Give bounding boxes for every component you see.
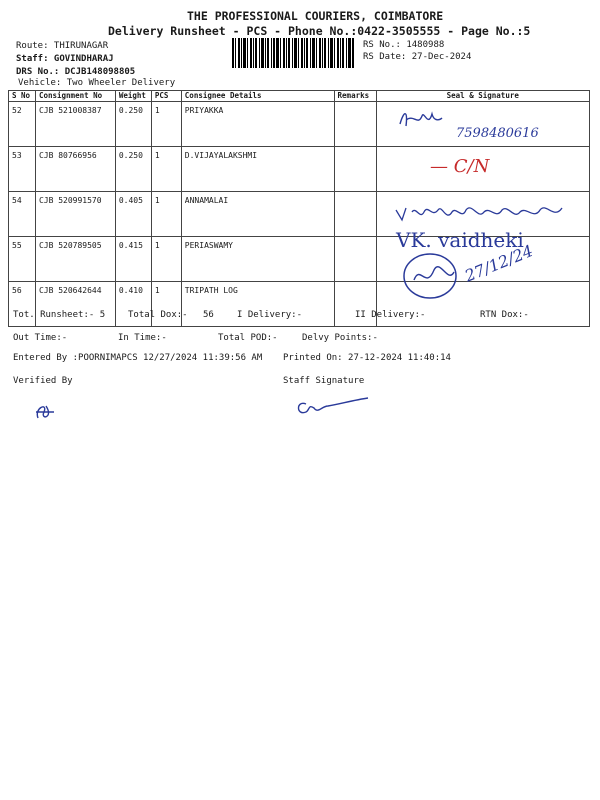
cell-pcs: 1 bbox=[151, 192, 181, 237]
staff-signature-icon bbox=[294, 394, 370, 420]
cell-weight: 0.250 bbox=[115, 147, 151, 192]
ii-delivery: II Delivery:- bbox=[355, 310, 426, 320]
cell-weight: 0.250 bbox=[115, 102, 151, 147]
cell-consignee: ANNAMALAI bbox=[181, 192, 334, 237]
delivery-points: Delvy Points:- bbox=[302, 333, 378, 343]
staff-signature-label: Staff Signature bbox=[283, 376, 365, 386]
dash-mark: — bbox=[430, 156, 454, 177]
cell-remarks bbox=[334, 237, 376, 282]
signature-script-icon bbox=[394, 198, 566, 226]
cell-consignment: CJB 520789505 bbox=[35, 237, 115, 282]
cell-consignment: CJB 520642644 bbox=[35, 282, 115, 327]
signature-cn bbox=[430, 156, 489, 177]
cell-remarks bbox=[334, 102, 376, 147]
header-remarks: Remarks bbox=[334, 91, 376, 102]
cell-weight: 0.405 bbox=[115, 192, 151, 237]
total-pod: Total POD:- bbox=[218, 333, 278, 343]
header-weight: Weight bbox=[115, 91, 151, 102]
cell-sno: 53 bbox=[9, 147, 36, 192]
runsheet-subtitle: Delivery Runsheet - PCS - Phone No.:0422-3505555 - Page No.:5 bbox=[108, 24, 531, 38]
cell-consignment: CJB 521008387 bbox=[35, 102, 115, 147]
cn-text: C/N bbox=[453, 156, 490, 177]
header-consignment: Consignment No bbox=[35, 91, 115, 102]
header-consignee: Consignee Details bbox=[181, 91, 334, 102]
total-runsheet: Tot. Runsheet:- 5 bbox=[13, 310, 106, 320]
signature-phone: 7598480616 bbox=[456, 126, 539, 141]
barcode-image bbox=[232, 38, 354, 68]
vehicle: Vehicle: Two Wheeler Delivery bbox=[18, 78, 176, 88]
cell-consignee: TRIPATH LOG bbox=[181, 282, 334, 327]
total-dox-label: Total Dox:- bbox=[128, 310, 188, 320]
verified-signature-icon bbox=[32, 398, 58, 424]
cell-consignee: D.VIJAYALAKSHMI bbox=[181, 147, 334, 192]
signature-vaidheki: VK. vaidheki bbox=[396, 228, 524, 252]
cell-pcs: 1 bbox=[151, 282, 181, 327]
header-pcs: PCS bbox=[151, 91, 181, 102]
signature-scribble-icon bbox=[396, 106, 444, 132]
company-title: THE PROFESSIONAL COURIERS, COIMBATORE bbox=[187, 9, 444, 23]
cell-consignee: PRIYAKKA bbox=[181, 102, 334, 147]
cell-consignment: CJB 80766956 bbox=[35, 147, 115, 192]
rtn-dox: RTN Dox:- bbox=[480, 310, 529, 320]
table-header-row bbox=[9, 91, 590, 102]
verified-by: Verified By bbox=[13, 376, 73, 386]
rs-number: RS No.: 1480988 bbox=[363, 40, 445, 50]
header-seal: Seal & Signature bbox=[376, 91, 589, 102]
staff: Staff: GOVINDHARAJ bbox=[16, 54, 114, 64]
cell-sno: 56 bbox=[9, 282, 36, 327]
drs-number: DRS No.: DCJB148098805 bbox=[16, 67, 136, 77]
table-row bbox=[9, 147, 590, 192]
cell-sno: 52 bbox=[9, 102, 36, 147]
in-time: In Time:- bbox=[118, 333, 167, 343]
printed-on: Printed On: 27-12-2024 11:40:14 bbox=[283, 353, 451, 363]
cell-sno: 54 bbox=[9, 192, 36, 237]
total-dox-value: 56 bbox=[203, 310, 214, 320]
cell-pcs: 1 bbox=[151, 102, 181, 147]
out-time: Out Time:- bbox=[13, 333, 68, 343]
entered-by: Entered By :POORNIMAPCS 12/27/2024 11:39:56 AM bbox=[13, 353, 263, 363]
cell-pcs: 1 bbox=[151, 237, 181, 282]
route: Route: THIRUNAGAR bbox=[16, 41, 109, 51]
cell-remarks bbox=[334, 147, 376, 192]
cell-weight: 0.410 bbox=[115, 282, 151, 327]
signature-date: 27/12/24 bbox=[462, 241, 536, 286]
cell-pcs: 1 bbox=[151, 147, 181, 192]
i-delivery: I Delivery:- bbox=[237, 310, 303, 320]
seal-icon bbox=[400, 250, 462, 302]
cell-remarks bbox=[334, 192, 376, 237]
header-sno: S No bbox=[9, 91, 36, 102]
cell-consignment: CJB 520991570 bbox=[35, 192, 115, 237]
cell-sno: 55 bbox=[9, 237, 36, 282]
cell-weight: 0.415 bbox=[115, 237, 151, 282]
rs-date: RS Date: 27-Dec-2024 bbox=[363, 52, 472, 62]
cell-consignee: PERIASWAMY bbox=[181, 237, 334, 282]
